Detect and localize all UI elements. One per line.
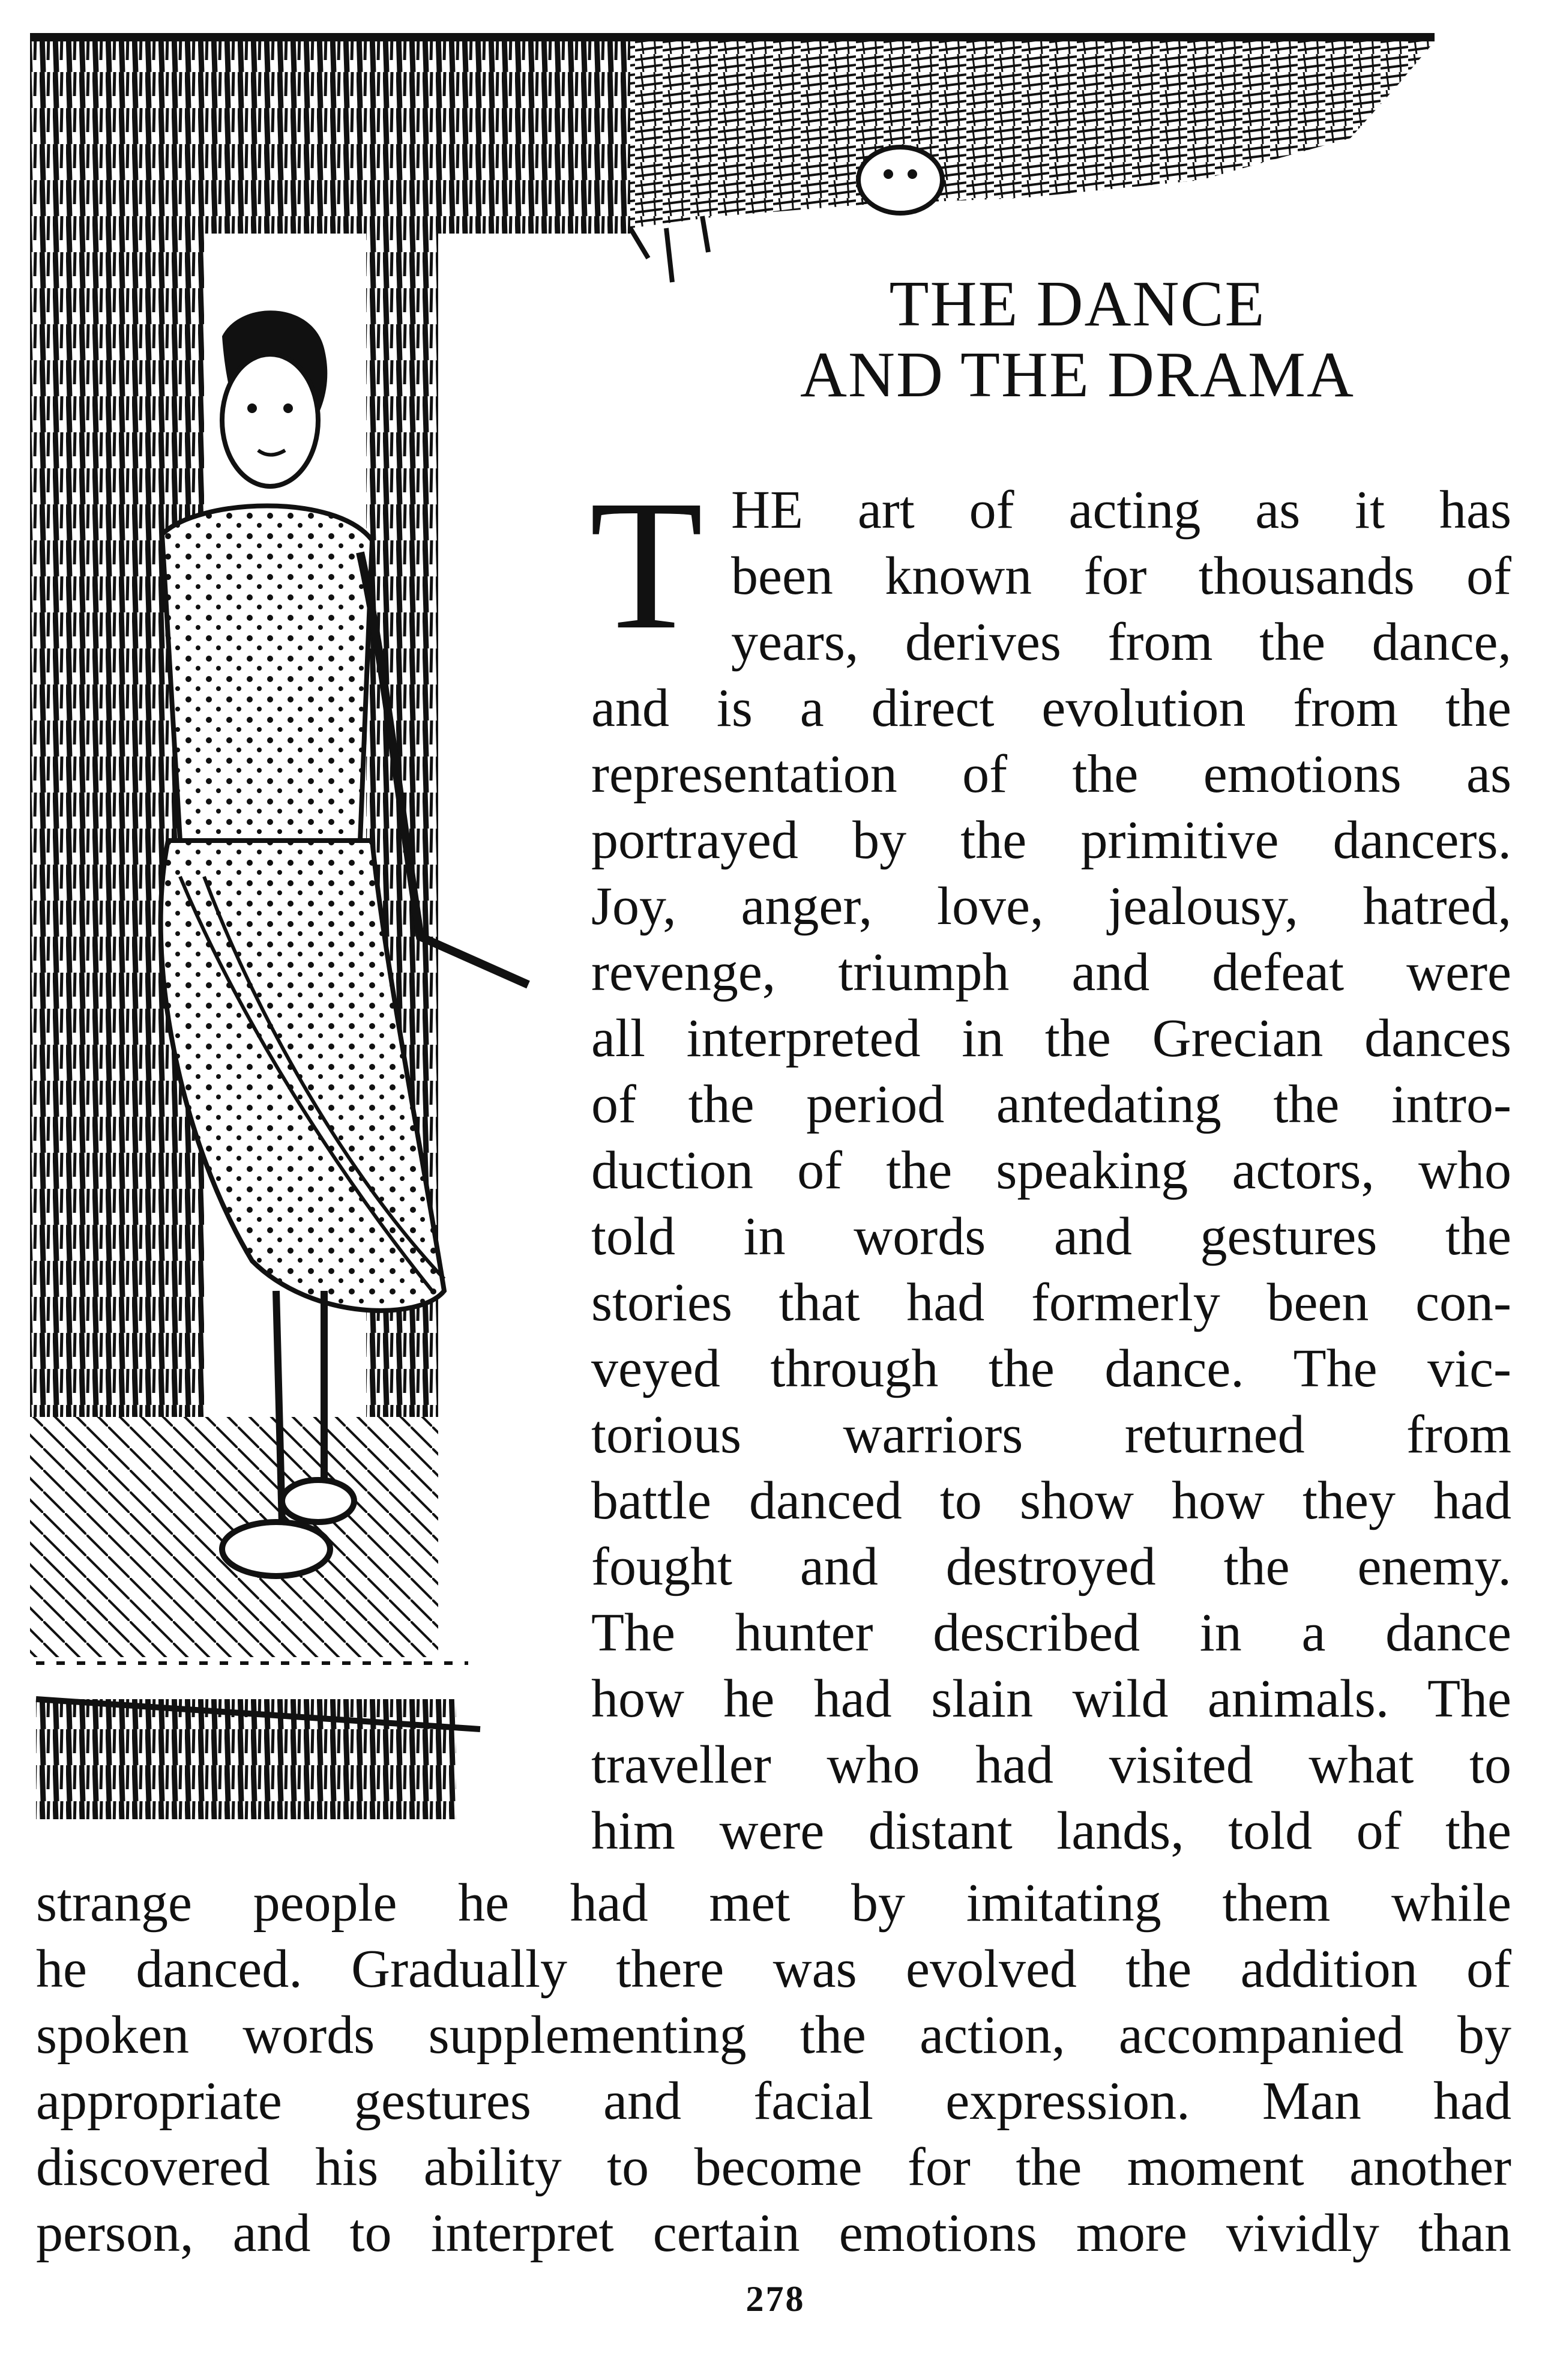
body-line: Joy, anger, love, jealousy, hatred, — [591, 877, 1511, 936]
body-line: discovered his ability to become for the moment another — [36, 2137, 1511, 2197]
body-line: portrayed by the primitive dancers. — [591, 811, 1511, 870]
body-line: strange people he had met by imitating them while — [36, 1873, 1511, 1933]
body-line: told in words and gestures the — [591, 1207, 1511, 1266]
body-line: revenge, triumph and defeat were — [591, 943, 1511, 1002]
body-line: years, derives from the dance, — [731, 612, 1511, 672]
body-line: him were distant lands, told of the — [591, 1801, 1511, 1861]
body-line: spoken words supplementing the action, accompanied by — [36, 2005, 1511, 2065]
body-line: he danced. Gradually there was evolved the addition of — [36, 1939, 1511, 1999]
body-line: appropriate gestures and facial expression. Man had — [36, 2071, 1511, 2131]
page-number: 278 — [745, 2279, 806, 2319]
title-line-2: AND THE DRAMA — [800, 339, 1355, 411]
title-line-1: THE DANCE — [889, 268, 1266, 340]
body-line: how he had slain wild animals. The — [591, 1669, 1511, 1729]
body-line: person, and to interpret certain emotions more vividly than — [36, 2203, 1511, 2263]
body-line: and is a direct evolution from the — [591, 678, 1511, 738]
body-line: all interpreted in the Grecian dances — [591, 1009, 1511, 1068]
body-line: traveller who had visited what to — [591, 1735, 1511, 1795]
drop-cap-letter: T — [589, 462, 703, 668]
frame-top-border — [30, 33, 1435, 282]
body-line: battle danced to show how they had — [591, 1471, 1511, 1530]
body-line: stories that had formerly been con- — [591, 1273, 1511, 1332]
body-line: of the period antedating the intro- — [591, 1075, 1511, 1134]
body-line: duction of the speaking actors, who — [591, 1141, 1511, 1200]
body-line: been known for thousands of — [731, 546, 1511, 606]
body-line: The hunter described in a dance — [591, 1603, 1511, 1663]
page-title — [678, 269, 1477, 411]
dancer-figure — [161, 310, 528, 1576]
body-line: representation of the emotions as — [591, 745, 1511, 804]
body-line: veyed through the dance. The vic- — [591, 1339, 1511, 1398]
body-line: HE art of acting as it has — [731, 480, 1511, 540]
body-line: torious warriors returned from — [591, 1405, 1511, 1464]
body-line: fought and destroyed the enemy. — [591, 1537, 1511, 1596]
